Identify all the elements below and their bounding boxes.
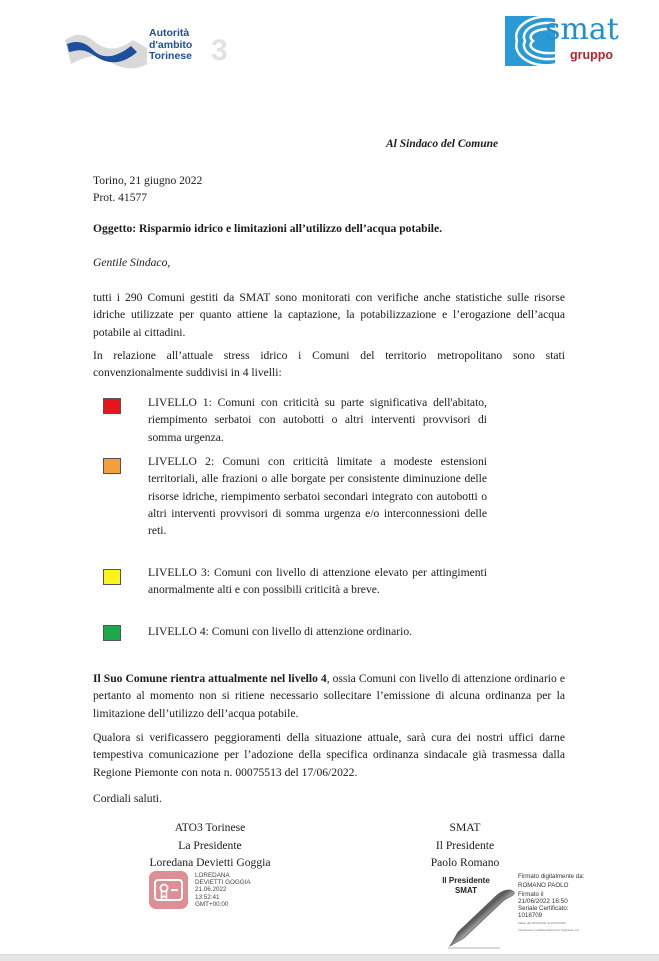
signature-org: SMAT	[449, 821, 481, 834]
stamp-signed-by-label: Firmato digitalmente da:	[518, 873, 585, 880]
stamp-line: GMT+00:00	[195, 900, 229, 908]
stamp-line: DEVIETTI GOGGIA	[195, 879, 251, 887]
paragraph-future-communication: Qualora si verificassero peggioramenti della situazione attuale, sarà cura dei nostri uffici darne tempestiva comunicazione per l’adozione della specifica ordinanza sindacale già trasmessa dalla Regione Piemonte con nota n. 00075513 del 17/06/2022.	[93, 731, 565, 779]
paragraph-current-level	[93, 670, 565, 722]
protocol-number: Prot. 41577	[93, 191, 148, 205]
ato-logo	[63, 28, 233, 76]
stamp-line: LOREDANA	[195, 872, 230, 879]
level-3-description: LIVELLO 3: Comuni con livello di attenzione elevato per attingimenti anormalmente alti e con possibili criticità a breve.	[148, 566, 487, 597]
signature-name: Paolo Romano	[430, 856, 500, 869]
wave-icon	[63, 30, 149, 74]
subject-line: Oggetto: Risparmio idrico e limitazioni all’utilizzo dell’acqua potabile.	[93, 222, 443, 235]
stamp-issuer: InfoCamere Qualified Electronic Signature CA	[518, 927, 580, 932]
level-1-color-swatch	[103, 398, 121, 414]
signature-role: Il Presidente	[435, 838, 495, 852]
ato-logo-line: Torinese	[149, 50, 192, 62]
signature-org: ATO3 Torinese	[174, 821, 246, 834]
level-4-description: LIVELLO 4: Comuni con livello di attenzione ordinario.	[148, 625, 413, 638]
stamp-serial-label: Seriale Certificato:	[518, 905, 569, 912]
paragraph-monitoring: tutti i 290 Comuni gestiti da SMAT sono monitorati con verifiche anche statistiche sulle risorse idriche utilizzate per quanto attiene la captazione, la potabilizzazione e l’erogazione dell’acqua potabile ai cittadini.	[93, 291, 565, 339]
recipient: Al Sindaco del Comune	[386, 138, 499, 150]
smat-logo-word: smat	[545, 12, 619, 47]
level-1-description: LIVELLO 1: Comuni con criticità su parte significativa dell'abitato, riempimento serbatoi con autobotti o altri interventi provvisori di somma urgenza.	[148, 396, 487, 444]
certificate-icon	[149, 871, 188, 909]
signature-role: La Presidente	[178, 838, 242, 852]
stamp-line: 21.06.2022	[195, 886, 227, 894]
pen-label-line: SMAT	[454, 885, 478, 895]
stamp-date: 21/06/2022 16:50	[518, 898, 568, 905]
signature-name: Loredana Devietti Goggia	[149, 856, 271, 869]
greeting: Gentile Sindaco,	[93, 256, 171, 269]
ato-logo-line: d'ambito	[149, 38, 193, 51]
date-block	[93, 172, 565, 207]
digital-signature-stamp-ato	[195, 872, 251, 908]
ato-logo-numeral: 3	[211, 34, 228, 67]
current-level-explanation: , ossia Comuni con livello di attenzione ordinario e pertanto al momento non si ritiene necessario sollecitare l’emissione di alcuna ordinanza per la limitazione dell’utilizzo dell’acqua potabile.	[93, 672, 565, 720]
digital-signature-stamp-smat	[518, 873, 610, 932]
closing: Cordiali saluti.	[93, 792, 162, 805]
place-date: Torino, 21 giugno 2022	[93, 174, 203, 187]
paragraph-levels-intro: In relazione all’attuale stress idrico i Comuni del territorio metropolitano sono stati convenzionalmente suddivisi in 4 livelli:	[93, 349, 565, 380]
pen-label-line: Il Presidente	[442, 876, 490, 885]
signature-smat	[405, 819, 525, 872]
ato-logo-text	[149, 28, 192, 63]
level-4-color-swatch	[103, 625, 121, 641]
current-level-statement: Il Suo Comune rientra attualmente nel livello 4	[93, 672, 327, 685]
ato-logo-line: Autorità	[149, 27, 190, 39]
level-2-color-swatch	[103, 458, 121, 474]
stamp-signer-name: ROMANO PAOLO	[518, 882, 569, 889]
smat-logo-tagline: gruppo	[570, 48, 614, 62]
level-3-color-swatch	[103, 569, 121, 585]
signature-ato	[130, 819, 290, 872]
level-2-description: LIVELLO 2: Comuni con criticità limitate a modeste estensioni territoriali, alle frazioni o alle borgate per consistente diminuzione delle risorse idriche, riempimento serbatoi secondari integrato con autobotti o altri interventi provvisori di somma urgenza e/o interconnessioni delle reti.	[148, 455, 487, 538]
stamp-date-label: Firmato il	[518, 891, 544, 898]
smat-logo	[505, 12, 635, 76]
stamp-validity: Valido dal 20/12/2021 al 20/12/2024	[518, 921, 566, 925]
stamp-line: 13:52:41	[195, 893, 220, 901]
stamp-serial: 1018709	[518, 912, 543, 919]
pen-signature-label	[437, 876, 495, 895]
